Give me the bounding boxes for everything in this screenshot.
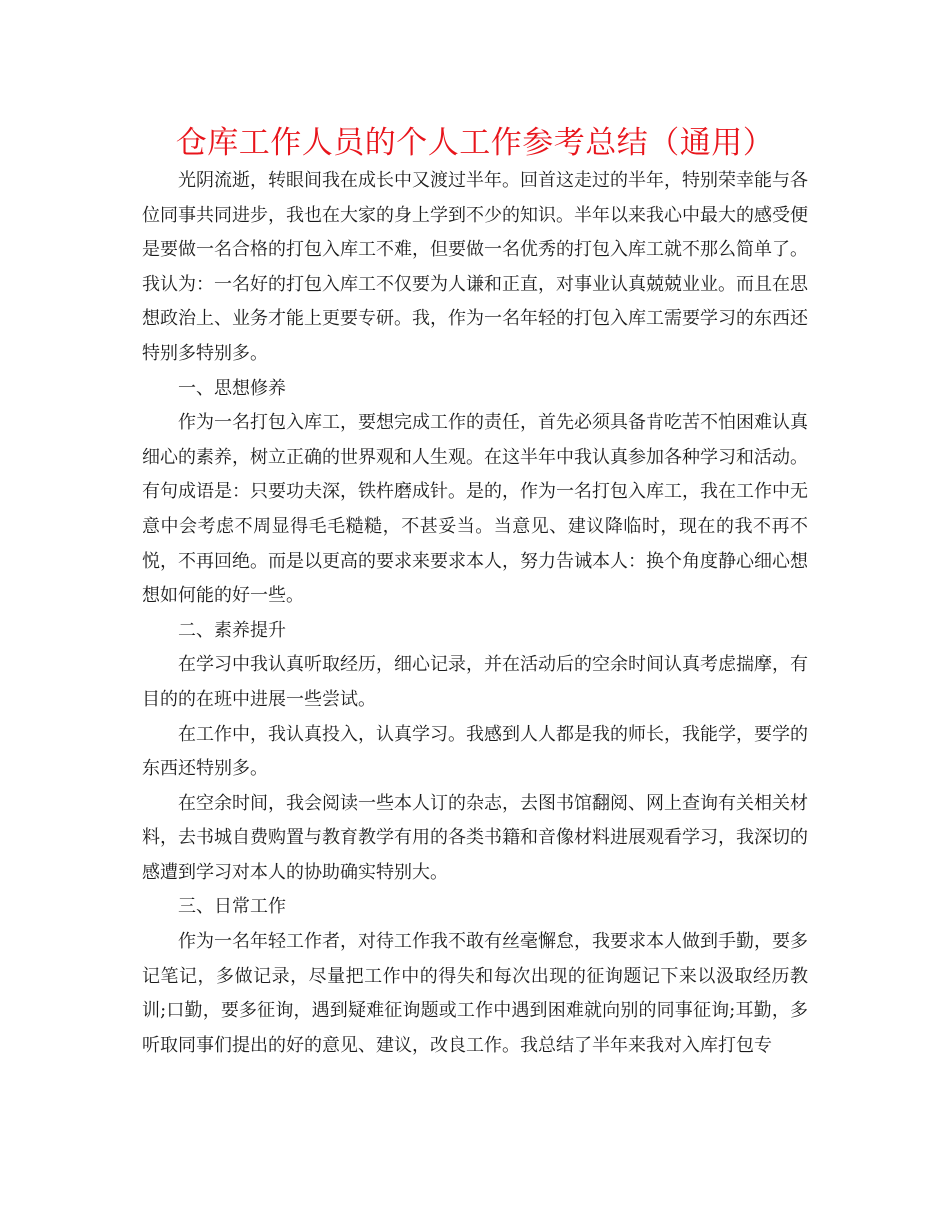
paragraph-intro: 光阴流逝，转眼间我在成长中又渡过半年。回首这走过的半年，特别荣幸能与各位同事共同进步，我也在大家的身上学到不少的知识。半年以来我心中最大的感受便是要做一名合格的打包入库工不难，但要做一名优秀的打包入库工就不那么简单了。我认为：一名好的打包入库工不仅要为人谦和正直，对事业认真兢兢业业。而且在思想政治上、业务才能上更要专研。我，作为一名年轻的打包入库工需要学习的东西还特别多特别多。 — [142, 170, 808, 364]
document-title: 仓库工作人员的个人工作参考总结（通用） — [175, 125, 775, 161]
section-heading-quality: 二、素养提升 — [178, 619, 286, 641]
paragraph-study: 在学习中我认真听取经历，细心记录，并在活动后的空余时间认真考虑揣摩，有目的的在班中进展一些尝试。 — [142, 654, 808, 710]
section-heading-daily: 三、日常工作 — [178, 896, 286, 918]
document-body — [142, 164, 808, 1063]
paragraph-daily: 作为一名年轻工作者，对待工作我不敢有丝毫懈怠，我要求本人做到手勤，要多记笔记，多做记录，尽量把工作中的得失和每次出现的征询题记下来以汲取经历教训;口勤，要多征询，遇到疑难征询题或工作中遇到困难就向别的同事征询;耳勤，多听取同事们提出的好的意见、建议，改良工作。我总结了半年来我对入库打包专 — [142, 931, 808, 1056]
paragraph-work: 在工作中，我认真投入，认真学习。我感到人人都是我的师长，我能学，要学的东西还特别多。 — [142, 723, 808, 780]
section-heading-thought: 一、思想修养 — [178, 377, 286, 399]
paragraph-thought: 作为一名打包入库工，要想完成工作的责任，首先必须具备肯吃苦不怕困难认真细心的素养，树立正确的世界观和人生观。在这半年中我认真参加各种学习和活动。有句成语是：只要功夫深，铁杵磨成针。是的，作为一名打包入库工，我在工作中无意中会考虑不周显得毛毛糙糙，不甚妥当。当意见、建议降临时，现在的我不再不悦，不再回绝。而是以更高的要求来要求本人，努力告诫本人：换个角度静心细心想想如何能的好一些。 — [142, 412, 808, 607]
paragraph-spare-time: 在空余时间，我会阅读一些本人订的杂志，去图书馆翻阅、网上查询有关相关材料，去书城自费购置与教育教学有用的各类书籍和音像材料进展观看学习，我深切的感遭到学习对本人的协助确实特别大。 — [142, 792, 808, 883]
